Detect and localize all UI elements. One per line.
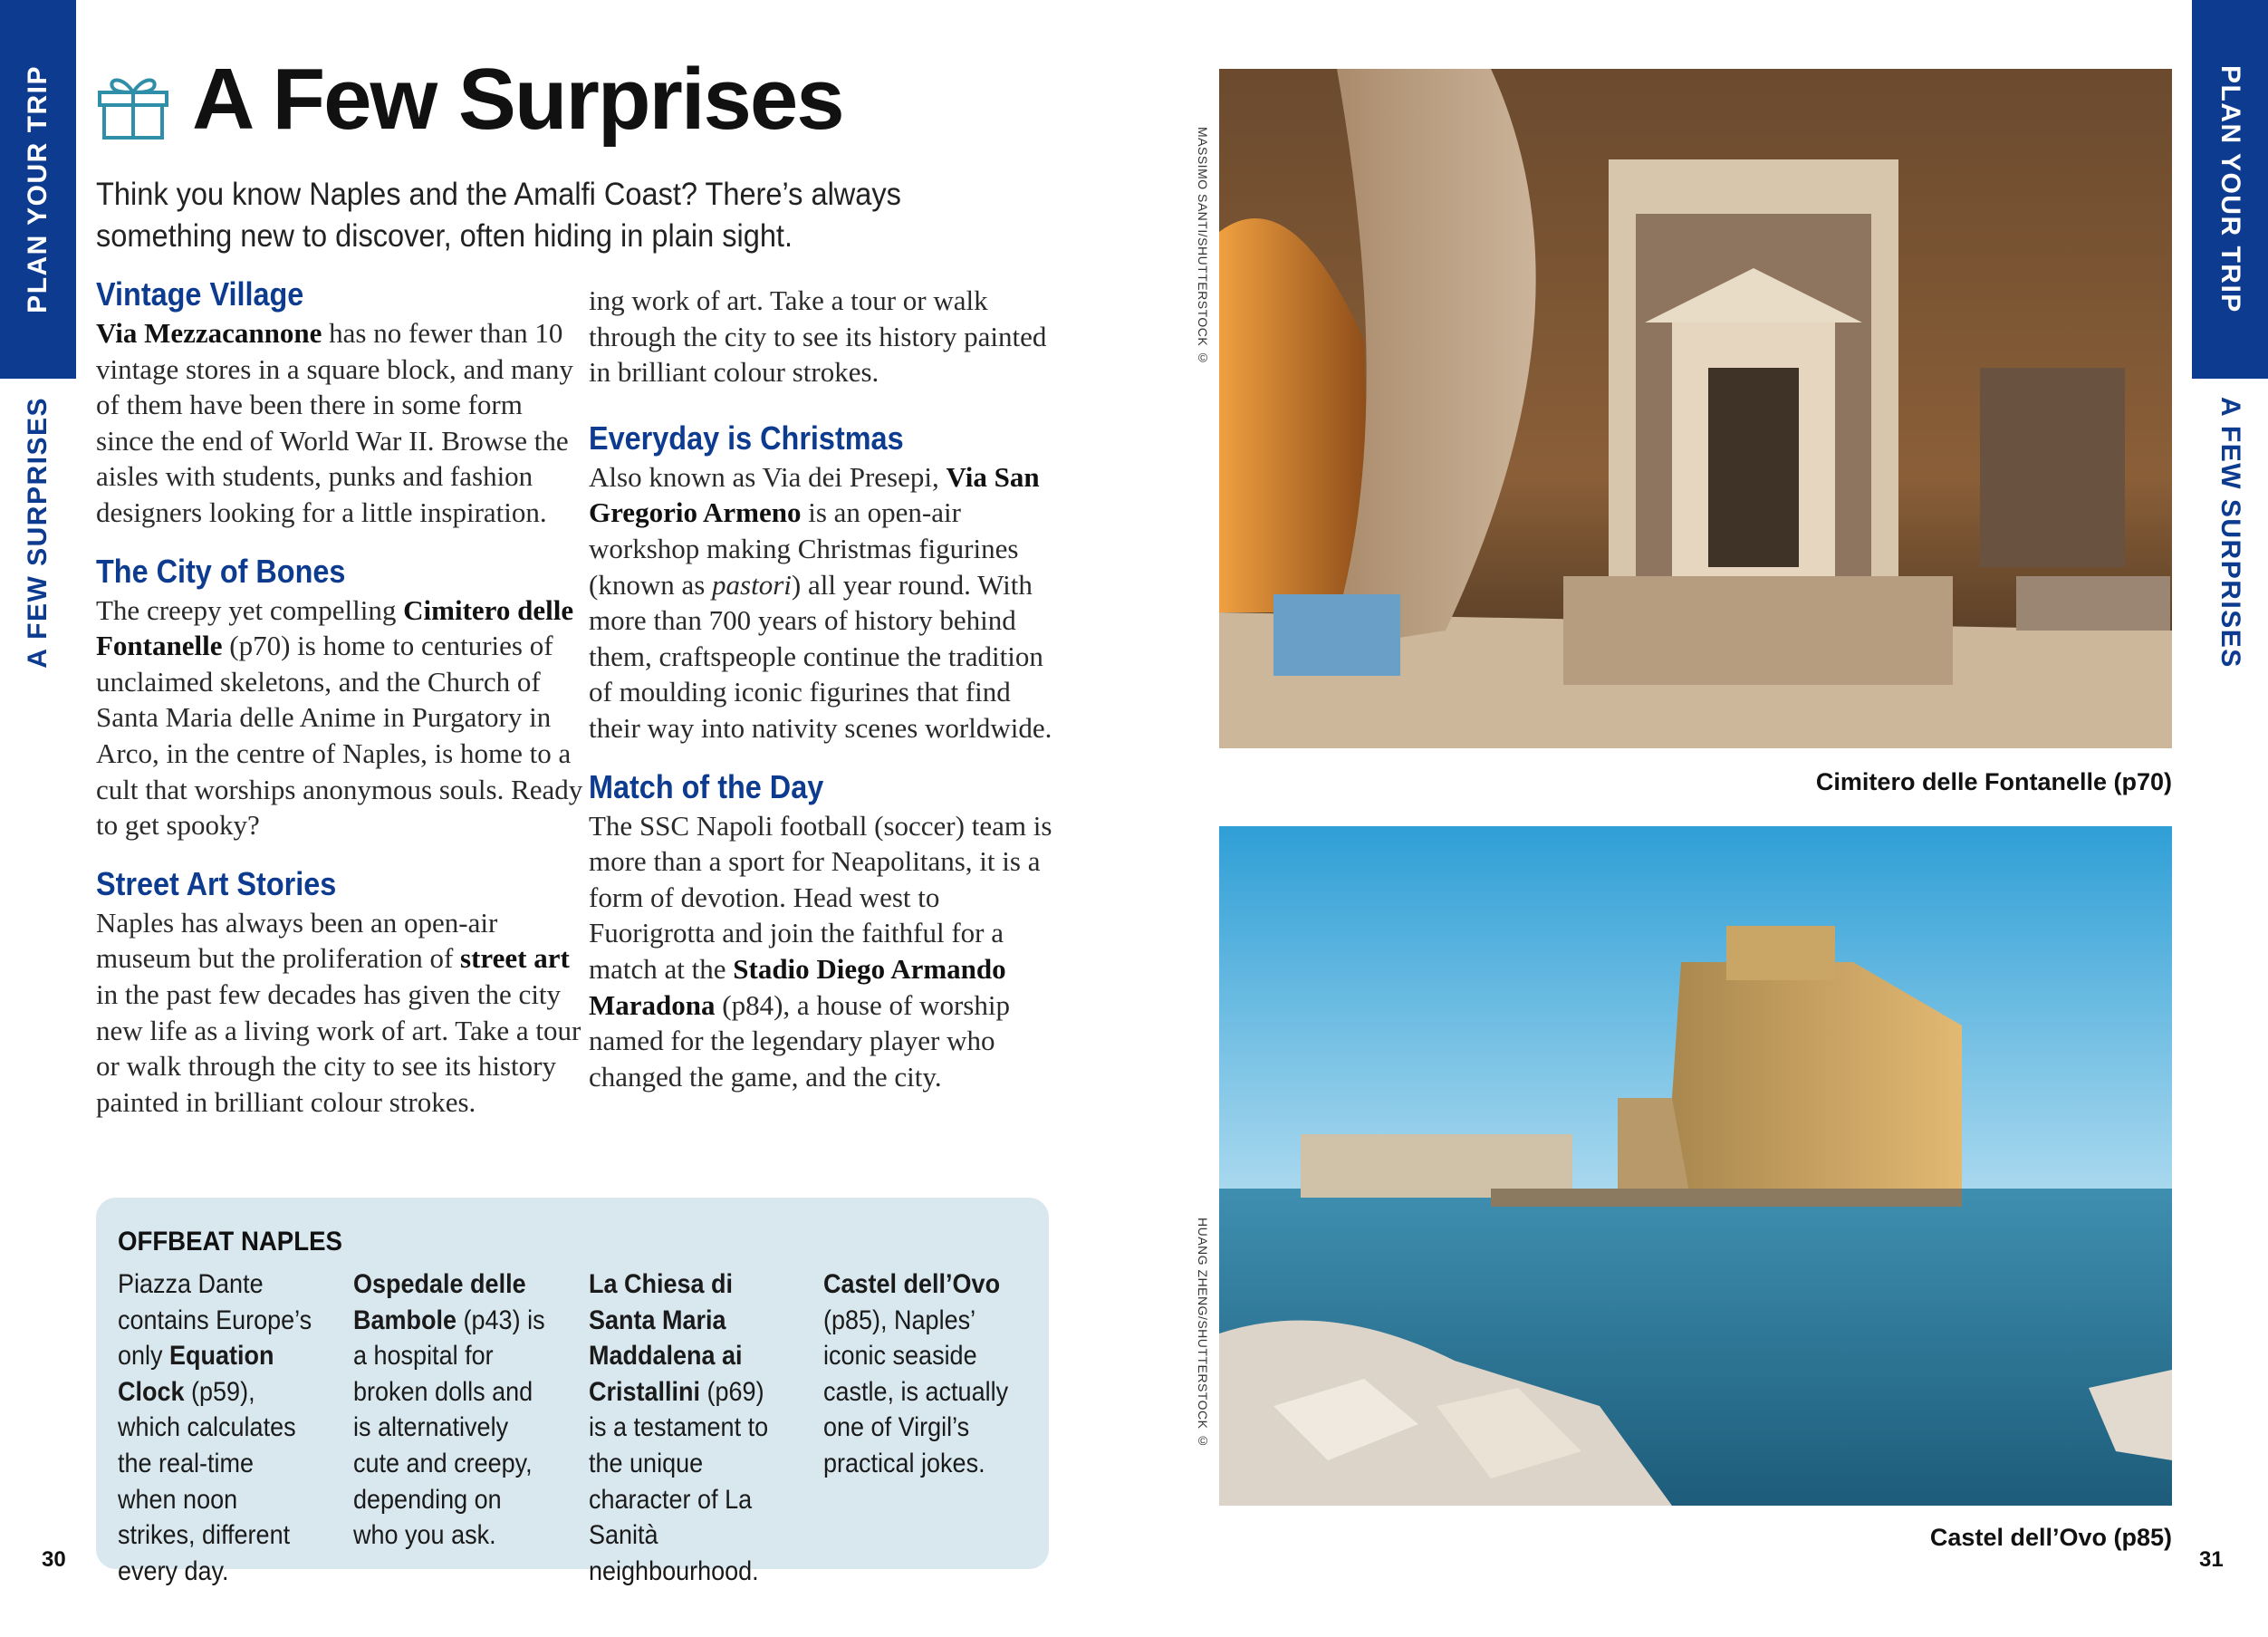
- section-heading: Vintage Village: [96, 275, 304, 313]
- section-body-continued: ing work of art. Take a tour or walk through the city to see its history painted in brilliant colour strokes.: [589, 284, 1047, 389]
- side-section-label-right: [2192, 397, 2268, 669]
- text-column-right: [589, 283, 1060, 1114]
- side-tab-plan-your-trip-left: [0, 0, 76, 379]
- side-tab-plan-your-trip-right: [2192, 0, 2268, 379]
- side-tab-label: PLAN YOUR TRIP: [23, 65, 53, 313]
- section-label: A FEW SURPRISES: [2215, 397, 2245, 669]
- side-section-label-left: [0, 397, 76, 669]
- offbeat-title: OFFBEAT NAPLES: [118, 1227, 342, 1257]
- section-heading: Everyday is Christmas: [589, 419, 904, 457]
- section-body: The SSC Napoli football (soccer) team is more than a sport for Neapolitans, it is a form of devotion. Head west to Fuorigrotta and join the faithful for a match at the Stadio Diego Armando Maradona (p84), a house of worship named for the legendary player who changed the game, and the city.: [589, 809, 1052, 1093]
- photo-caption: Castel dell’Ovo (p85): [1929, 1524, 2172, 1551]
- section-heading: The City of Bones: [96, 552, 346, 590]
- page-number-left: 30: [42, 1547, 66, 1572]
- offbeat-item: Ospedale delle Bambole (p43) is a hospital for broken dolls and is alternatively cute and creepy, depending on who you ask.: [353, 1269, 545, 1551]
- offbeat-item: Castel dell’Ovo (p85), Naples’ iconic seaside castle, is actually one of Virgil’s practical jokes.: [823, 1269, 1009, 1478]
- section-body: Naples has always been an open-air museum but the proliferation of street art in the past few decades has given the city new life as a living work of art. Take a tour or walk through the city to see its history painted in brilliant colour strokes.: [96, 906, 581, 1118]
- section-heading: Match of the Day: [589, 767, 824, 805]
- photo-castel-dell-ovo: [1219, 826, 2172, 1506]
- side-tab-label: PLAN YOUR TRIP: [2215, 65, 2245, 313]
- page-number-right: 31: [2199, 1547, 2224, 1572]
- section-body: Via Mezzacannone has no fewer than 10 vintage stores in a square block, and many of them have been there in some form since the end of World War II. Browse the aisles with students, punks and fashion designers looking for a little inspiration.: [96, 317, 573, 528]
- gift-icon: [96, 67, 170, 141]
- section-body: Also known as Via dei Presepi, Via San Gregorio Armeno is an open-air workshop making Christmas figurines (known as pastori) all year round. With more than 700 years of history behind them, craftspeople continue the tradition of moulding iconic figurines that find their way into nativity scenes worldwide.: [589, 460, 1052, 744]
- photo-cimitero-delle-fontanelle: [1219, 69, 2172, 748]
- section-body: The creepy yet compelling Cimitero delle Fontanelle (p70) is home to centuries of unclaimed skeletons, and the Church of Santa Maria delle Anime in Purgatory in Arco, in the centre of Naples, is home to a cult that worships anonymous souls. Ready to get spooky?: [96, 593, 583, 842]
- section-label: A FEW SURPRISES: [23, 397, 53, 669]
- photo-credit: MASSIMO SANTI/SHUTTERSTOCK ©: [1196, 127, 1210, 366]
- photo-credit: HUANG ZHENG/SHUTTERSTOCK ©: [1196, 1218, 1210, 1449]
- photo-caption: Cimitero delle Fontanelle (p70): [1815, 768, 2172, 795]
- page-title: A Few Surprises: [192, 51, 843, 148]
- offbeat-item: La Chiesa di Santa Maria Maddalena ai Cristallini (p69) is a testament to the unique character of La Sanità neighbourhood.: [589, 1269, 769, 1586]
- offbeat-item: Piazza Dante contains Europe’s only Equation Clock (p59), which calculates the real-time when noon strikes, different every day.: [118, 1269, 312, 1586]
- intro-text: Think you know Naples and the Amalfi Coast? There’s always something new to discover, often hiding in plain sight.: [96, 177, 901, 254]
- text-column-left: [96, 274, 585, 1118]
- section-heading: Street Art Stories: [96, 864, 337, 902]
